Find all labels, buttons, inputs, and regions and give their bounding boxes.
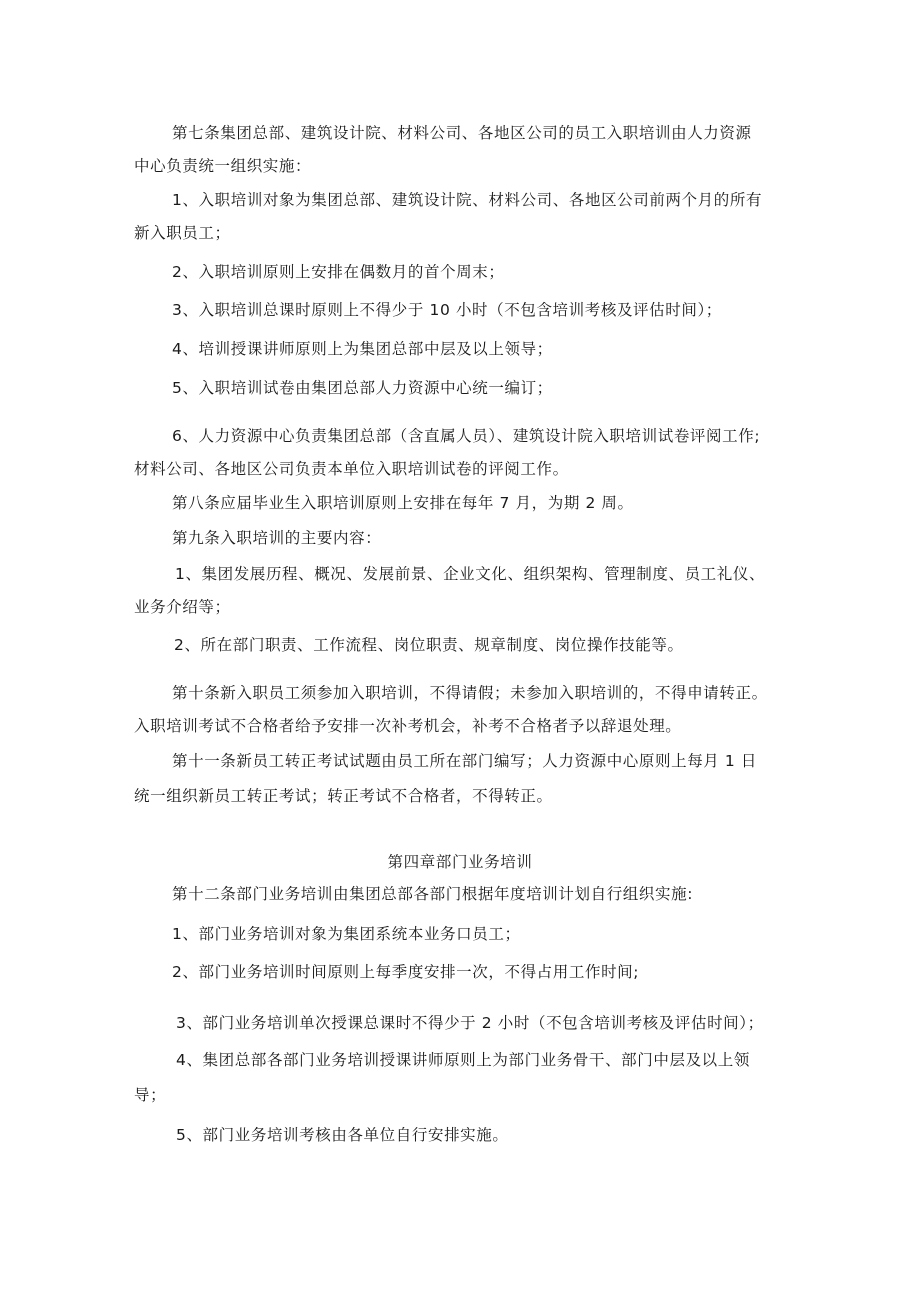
article-10-line-2: 入职培训考试不合格者给予安排一次补考机会，补考不合格者予以辞退处理。 (134, 717, 682, 735)
article-12-item-1: 1、部门业务培训对象为集团系统本业务口员工； (172, 925, 521, 943)
article-12-item-4-line-2: 导； (134, 1086, 167, 1104)
article-7-item-2: 2、入职培训原则上安排在偶数月的首个周末； (172, 263, 505, 281)
article-12-item-5: 5、部门业务培训考核由各单位自行安排实施。 (176, 1126, 509, 1144)
article-7-item-1-line-2: 新入职员工； (134, 224, 231, 242)
article-12-item-3: 3、部门业务培训单次授课总课时不得少于 2 小时（不包含培训考核及评估时间）； (176, 1014, 764, 1032)
article-9-item-1-line-2: 业务介绍等； (134, 598, 231, 616)
article-12-item-4-line-1: 4、集团总部各部门业务培训授课讲师原则上为部门业务骨干、部门中层及以上领 (176, 1051, 750, 1069)
article-8: 第八条应届毕业生入职培训原则上安排在每年 7 月，为期 2 周。 (172, 494, 634, 512)
article-7-item-6-line-2: 材料公司、各地区公司负责本单位入职培训试卷的评阅工作。 (134, 460, 569, 478)
article-9-line-1: 第九条入职培训的主要内容： (172, 529, 382, 547)
article-7-item-4: 4、培训授课讲师原则上为集团总部中层及以上领导； (172, 340, 553, 358)
article-11-line-2: 统一组织新员工转正考试；转正考试不合格者，不得转正。 (134, 787, 553, 805)
article-12-item-2: 2、部门业务培训时间原则上每季度安排一次，不得占用工作时间; (172, 963, 640, 981)
article-7-item-6-line-1: 6、人力资源中心负责集团总部（含直属人员）、建筑设计院入职培训试卷评阅工作; (172, 427, 761, 445)
article-7-item-3: 3、入职培训总课时原则上不得少于 10 小时（不包含培训考核及评估时间）； (172, 301, 722, 319)
article-12-line-1: 第十二条部门业务培训由集团总部各部门根据年度培训计划自行组织实施: (172, 885, 694, 903)
chapter-4-title: 第四章部门业务培训 (387, 853, 533, 871)
article-7-line-2: 中心负责统一组织实施： (134, 157, 312, 175)
article-9-item-2: 2、所在部门职责、工作流程、岗位职责、规章制度、岗位操作技能等。 (174, 636, 684, 654)
article-9-item-1-line-1: 1、集团发展历程、概况、发展前景、企业文化、组织架构、管理制度、员工礼仪、 (175, 565, 766, 583)
article-7-item-5: 5、入职培训试卷由集团总部人力资源中心统一编订； (172, 379, 553, 397)
article-10-line-1: 第十条新入职员工须参加入职培训，不得请假；未参加入职培训的，不得申请转正。 (172, 684, 768, 702)
article-7-item-1-line-1: 1、入职培训对象为集团总部、建筑设计院、材料公司、各地区公司前两个月的所有 (172, 191, 763, 209)
article-7-line-1: 第七条集团总部、建筑设计院、材料公司、各地区公司的员工入职培训由人力资源 (172, 124, 752, 142)
article-11-line-1: 第十一条新员工转正考试试题由员工所在部门编写；人力资源中心原则上每月 1 日 (172, 752, 758, 770)
